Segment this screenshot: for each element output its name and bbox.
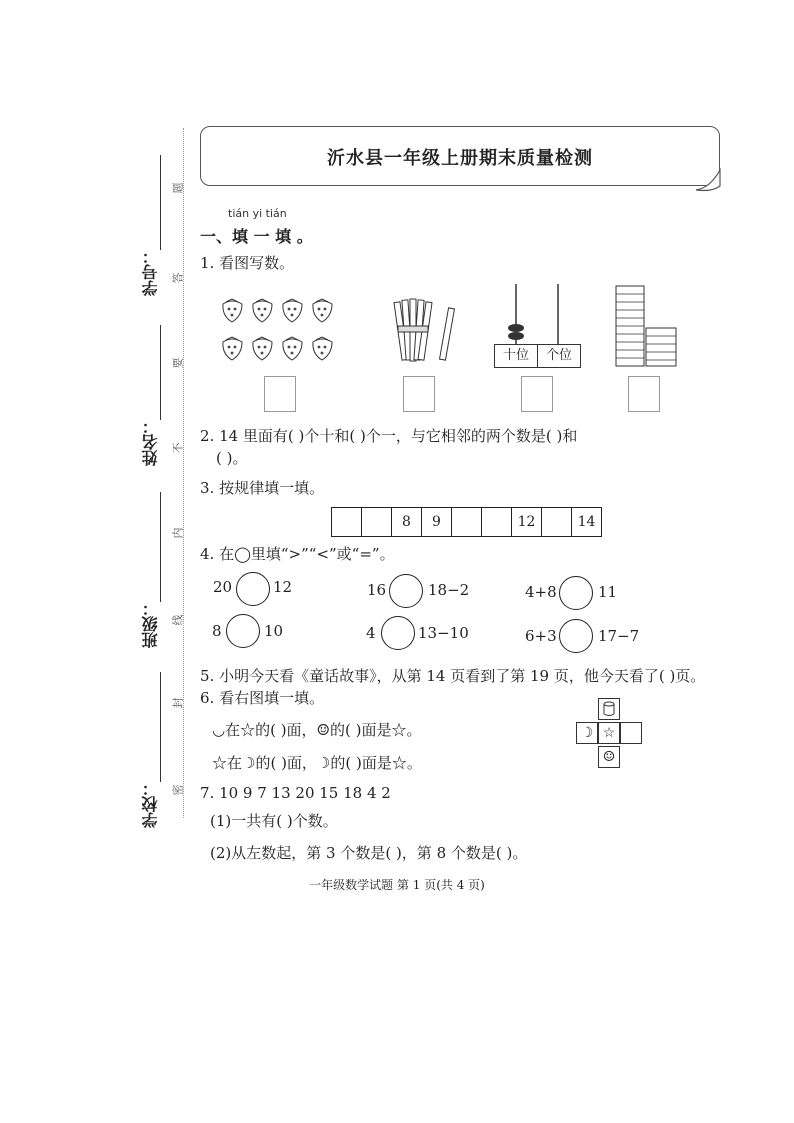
sequence-row	[331, 507, 602, 537]
strawberries-picture	[220, 298, 345, 364]
section-heading: 一、填 一 填 。	[200, 227, 313, 246]
seal-char: 要	[171, 357, 185, 369]
cylinder-icon	[599, 699, 619, 719]
compare-right: 11	[598, 583, 618, 601]
star-icon: ☆	[598, 722, 620, 744]
page-curl-icon	[694, 168, 724, 194]
cube-face-right	[620, 722, 642, 744]
sequence-cell: 12	[512, 508, 542, 536]
question-6: 6. 看右图填一填。	[200, 689, 325, 707]
answer-box[interactable]	[264, 376, 296, 412]
answer-box[interactable]	[521, 376, 553, 412]
compare-left: 16	[367, 581, 387, 599]
name-label: 姓名：	[141, 418, 160, 466]
unit-blocks-picture	[614, 284, 684, 368]
compare-right: 13−10	[418, 624, 469, 642]
stick-bundle-picture	[384, 296, 464, 366]
question-1: 1. 看图写数。	[200, 254, 295, 272]
seal-char: 题	[171, 182, 185, 194]
question-4: 4. 在◯里填“>”“<”或“=”。	[200, 545, 395, 563]
page-title: 沂水县一年级上册期末质量检测	[327, 148, 593, 169]
student-id-label: 学号：	[141, 248, 160, 296]
smiley-icon: ☺	[598, 746, 620, 768]
seal-dotted-line	[183, 128, 184, 818]
question-6-line1: ◡在☆的( )面，☺的( )面是☆。	[212, 721, 422, 739]
student-id-line	[160, 155, 161, 250]
compare-circle[interactable]	[236, 572, 270, 606]
compare-right: 17−7	[598, 627, 640, 645]
sequence-cell: 14	[577, 514, 596, 530]
sequence-cell[interactable]	[362, 508, 392, 536]
page-footer: 一年级数学试题 第 1 页(共 4 页)	[309, 878, 485, 892]
place-value-table	[494, 344, 581, 368]
answer-box[interactable]	[628, 376, 660, 412]
sequence-cell[interactable]	[482, 508, 512, 536]
compare-left: 8	[212, 622, 222, 640]
seal-char: 封	[171, 697, 185, 709]
question-2-line1: 2. 14 里面有( )个十和( )个一，与它相邻的两个数是( )和	[200, 427, 578, 445]
question-7-sub2: (2)从左数起，第 3 个数是( )，第 8 个数是( )。	[210, 844, 528, 862]
ones-label: 个位	[545, 348, 572, 363]
abacus-picture	[494, 284, 580, 346]
sequence-cell[interactable]	[332, 508, 362, 536]
name-line	[160, 325, 161, 420]
compare-left: 4+8	[525, 583, 557, 601]
sequence-cell: 9	[422, 508, 452, 536]
class-label: 班级：	[141, 600, 160, 648]
cube-face-top	[598, 698, 620, 720]
question-6-line2: ☆在☽的( )面，☽的( )面是☆。	[212, 754, 422, 772]
seal-char: 不	[171, 442, 185, 454]
compare-circle[interactable]	[559, 619, 593, 653]
class-line	[160, 492, 161, 602]
question-2-line2: ( )。	[216, 449, 248, 467]
compare-circle[interactable]	[381, 616, 415, 650]
compare-left: 6+3	[525, 627, 557, 645]
sequence-cell: 8	[392, 508, 422, 536]
tens-label: 十位	[495, 345, 538, 367]
school-line	[160, 672, 161, 782]
compare-right: 10	[264, 622, 284, 640]
compare-left: 4	[366, 624, 376, 642]
compare-left: 20	[213, 578, 233, 596]
school-label: 学校：	[141, 780, 160, 828]
answer-box[interactable]	[403, 376, 435, 412]
sequence-cell[interactable]	[452, 508, 482, 536]
compare-right: 12	[273, 578, 293, 596]
seal-char: 内	[171, 527, 185, 539]
seal-char: 线	[171, 614, 185, 626]
question-7-numbers: 7. 10 9 7 13 20 15 18 4 2	[200, 784, 391, 802]
sequence-cell[interactable]	[542, 508, 572, 536]
seal-char: 密	[171, 784, 185, 796]
compare-right: 18−2	[428, 581, 470, 599]
compare-circle[interactable]	[389, 574, 423, 608]
question-5: 5. 小明今天看《童话故事》，从第 14 页看到了第 19 页，他今天看了( )页。	[200, 667, 706, 685]
moon-icon: ☽	[576, 722, 598, 744]
compare-circle[interactable]	[559, 576, 593, 610]
compare-circle[interactable]	[226, 614, 260, 648]
question-3: 3. 按规律填一填。	[200, 479, 325, 497]
section-pinyin: tián yi tián	[228, 207, 287, 220]
seal-char: 答	[171, 272, 185, 284]
question-7-sub1: (1)一共有( )个数。	[210, 812, 338, 830]
